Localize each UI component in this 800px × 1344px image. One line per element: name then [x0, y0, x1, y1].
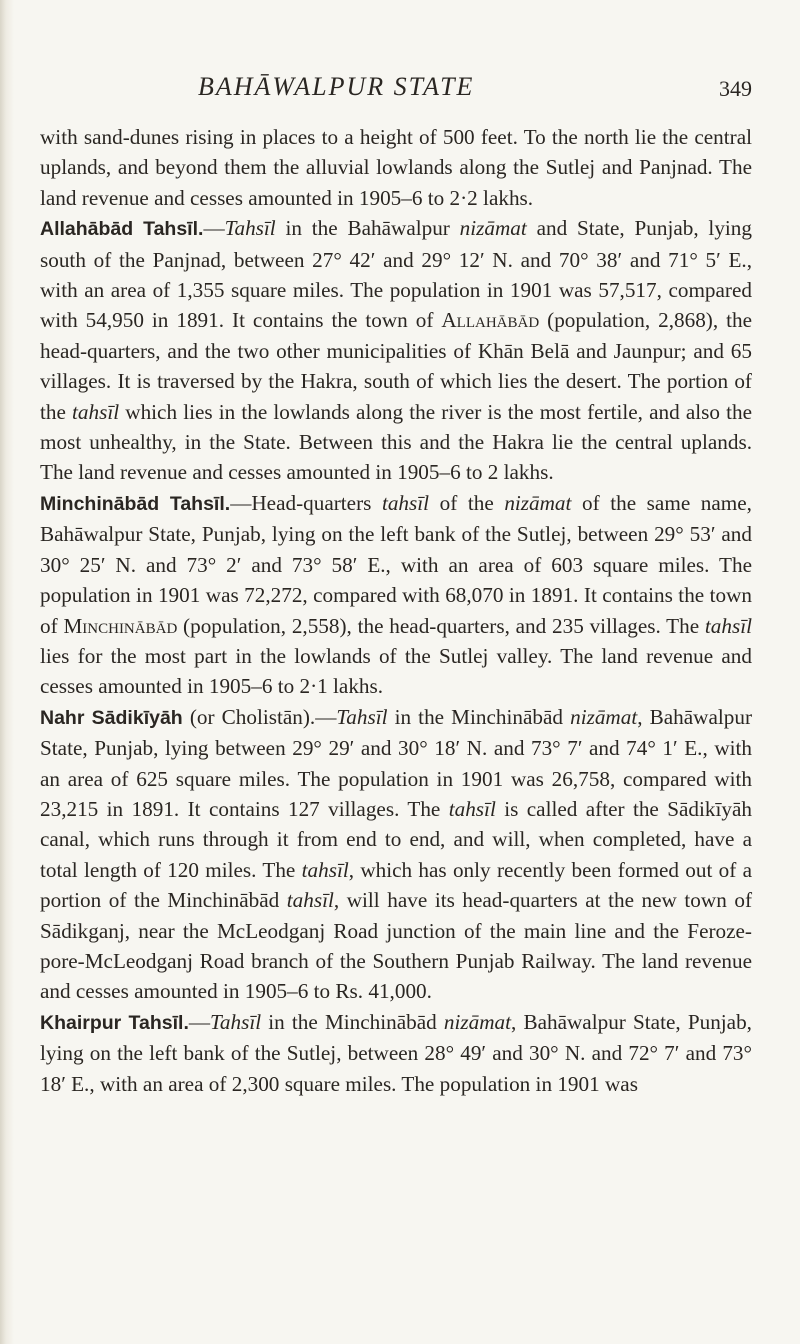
text-run: in the Minchinābād — [261, 1009, 444, 1034]
italic-term: tahsīl — [286, 888, 334, 913]
entry-nahr-sadikiyah — [40, 702, 752, 1007]
italic-term: Tahsīl — [224, 216, 276, 241]
text-run: (or Cholistān).— — [182, 704, 337, 729]
text-run: lies for the most part in the lowlands of the Sutlej valley. The land revenue and cesses amounted in 1905–6 to 2·1 lakhs. — [40, 643, 752, 699]
place-name-smallcaps: Minchinābād — [63, 613, 178, 638]
entry-heading: Nahr Sādikīyāh — [40, 706, 183, 729]
text-run: (population, 2,868), the head-quarters, and the two other municipalities of Khān Belā and Jaunpur; and 65 villages. It is traversed by the Hakra, south of which lies the desert. The portion of the — [40, 308, 753, 424]
entry-khairpur-tahsil — [40, 1007, 752, 1099]
entry-heading: Minchinābād Tahsīl. — [40, 492, 231, 515]
italic-term: tahsīl — [704, 613, 752, 638]
page-binding-shadow — [0, 0, 14, 1344]
text-run: , Bahāwalpur State, Punjab, lying on the left bank of the Sutlej, between 28° 49′ and 30° N. and 72° 7′ and 73° 18′ E., with an area of 2,300 square miles. The population in 1901 was — [40, 1009, 752, 1096]
text-run: with sand-dunes rising in places to a height of 500 feet. To the north lie the central uplands, and beyond them the alluvial lowlands along the Sutlej and Panjnad. The land revenue and cesses amounted in 1905–6 to 2·2 lakhs. — [40, 125, 752, 210]
paragraph-continuation — [40, 122, 752, 213]
text-run: is called after the Sādikīyāh canal, which runs through it from end to end, and will, when completed, have a total length of 120 miles. The — [40, 796, 752, 882]
italic-term: tahsīl — [448, 796, 496, 821]
text-run: , will have its head-quarters at the new town of Sādikganj, near the McLeodganj Road junction of the main line and the Feroze-pore-McLeodganj Road branch of the Southern Punjab Railway. The land revenue and cesses amounted in 1905–6 to Rs. 41,000. — [40, 888, 752, 1004]
entry-allahabad-tahsil — [40, 213, 752, 488]
italic-term: nizāmat — [570, 704, 638, 729]
italic-term: Tahsīl — [210, 1009, 262, 1034]
text-run: —Head-quarters — [230, 490, 382, 515]
place-name-smallcaps: Allahābād — [441, 308, 540, 333]
page-number: 349 — [719, 76, 752, 101]
text-run: of the — [429, 490, 505, 515]
entry-minchinabad-tahsil — [40, 488, 752, 702]
text-run: and State, Punjab, lying south of the Panjnad, between 27° 42′ and 29° 12′ N. and 70° 38′ and 71° 5′ E., with an area of 1,355 square miles. The population in 1901 was 57,517, compared with 54,950 in 1891. It contains the town of — [40, 216, 752, 333]
book-page — [40, 72, 752, 1099]
running-head — [40, 72, 752, 112]
entry-heading: Allahābād Tahsīl. — [40, 218, 204, 241]
text-run: in the Minchinābād — [387, 704, 571, 729]
text-run: — — [203, 216, 225, 241]
text-run: of the same name, Bahāwalpur State, Punjab, lying on the left bank of the Sutlej, between 29° 53′ and 30° 25′ N. and 73° 2′ and 73° 58′ E., with an area of 603 square miles. The population in 1901 was 72,272, compared with 68,070 in 1891. It contains the town of — [40, 490, 752, 638]
italic-term: tahsīl — [72, 399, 120, 424]
text-run: which lies in the lowlands along the river is the most fertile, and also the most unhealthy, in the State. Between this and the Hakra lie the central uplands. The land revenue and cesses amounted in 1905–6 to 2 lakhs. — [40, 399, 752, 485]
text-run: , which has only recently been formed out of a portion of the Minchinābād — [40, 857, 752, 913]
text-run: in the Bahāwalpur — [275, 216, 460, 241]
italic-term: tahsīl — [301, 857, 349, 882]
text-run: (population, 2,558), the head-quarters, and 235 villages. The — [177, 613, 705, 638]
entry-heading: Khairpur Tahsīl. — [40, 1011, 189, 1034]
running-head-title: BAHĀWALPUR STATE — [198, 72, 475, 101]
body-text — [40, 122, 752, 1099]
italic-term: Tahsīl — [336, 704, 388, 729]
text-run: — — [188, 1009, 211, 1034]
text-run: , Bahāwalpur State, Punjab, lying between 29° 29′ and 30° 18′ N. and 73° 7′ and 74° 1′ E., with an area of 625 square miles. The population in 1901 was 26,758, compared with 23,215 in 1891. It contains 127 villages. The — [40, 704, 753, 821]
italic-term: nizāmat — [443, 1009, 512, 1034]
italic-term: nizāmat — [504, 490, 572, 515]
italic-term: tahsīl — [381, 490, 430, 515]
italic-term: nizāmat — [459, 216, 527, 241]
